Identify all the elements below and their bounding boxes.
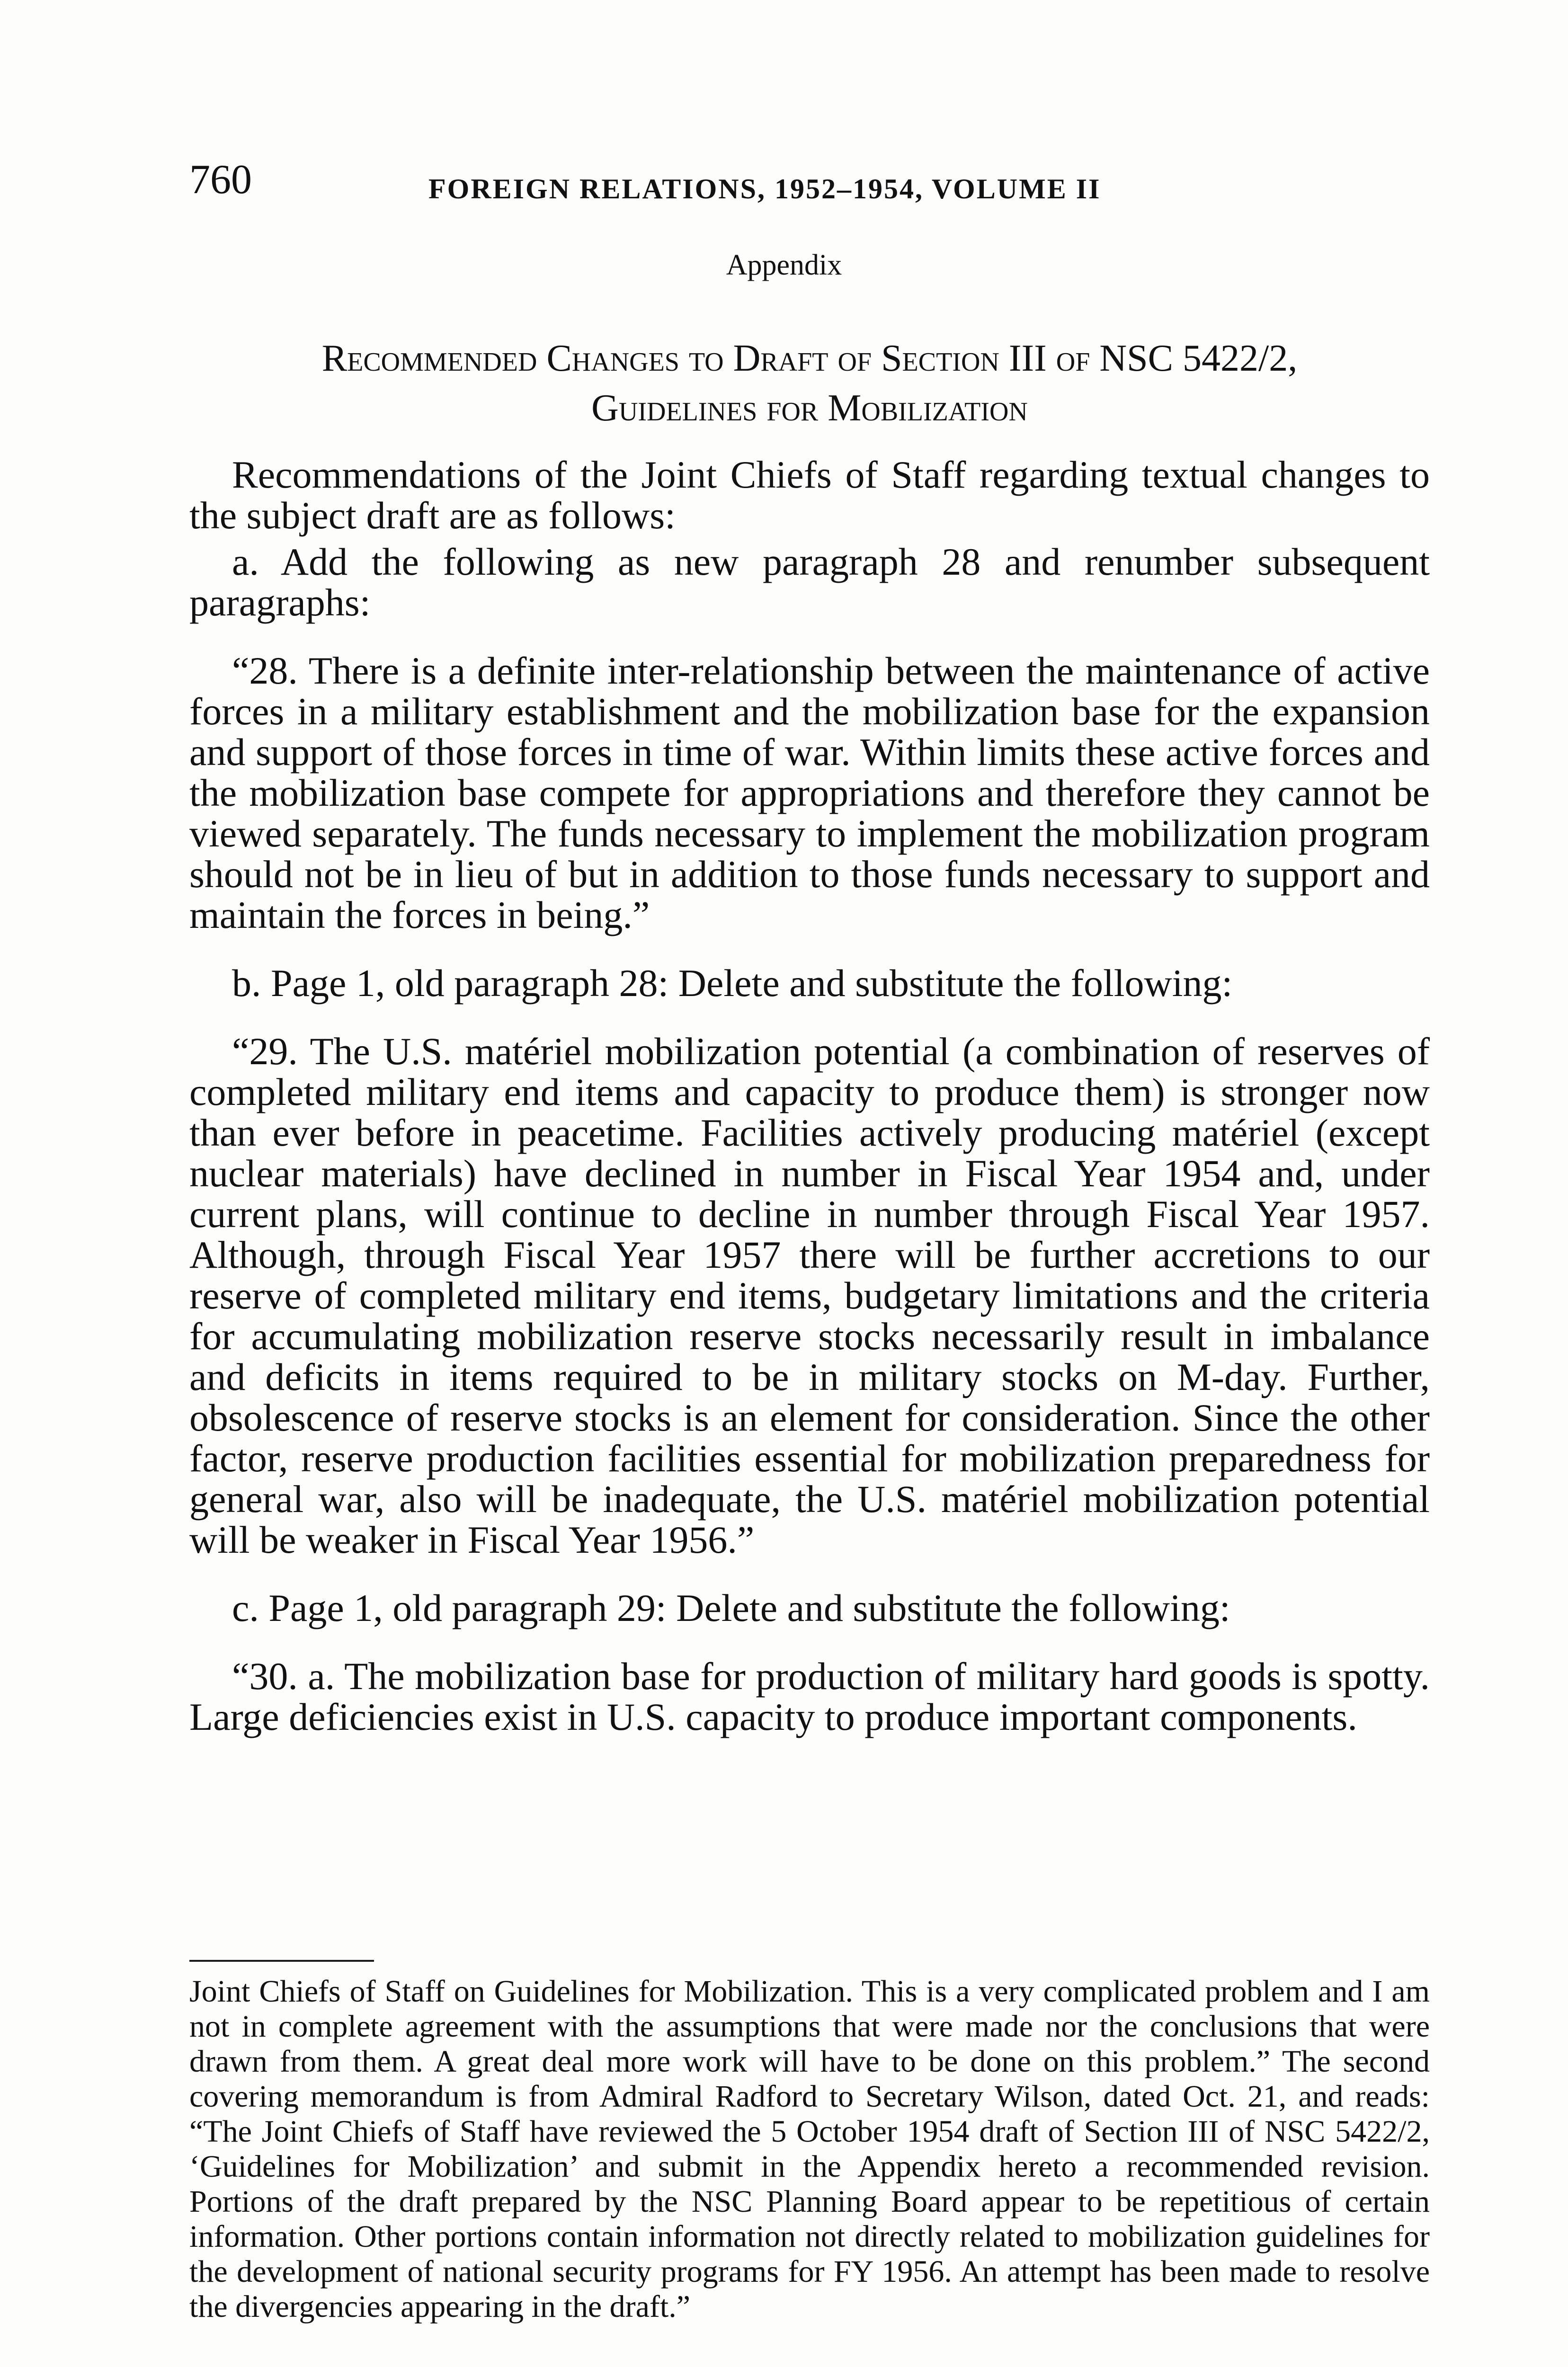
item-a-paragraph: a. Add the following as new paragraph 28 and renumber subsequent paragraphs: bbox=[189, 540, 1430, 624]
section-title-line-1: Recommended Changes to Draft of Section III of NSC 5422/2, bbox=[321, 338, 1298, 379]
main-body bbox=[189, 454, 1430, 1743]
quoted-paragraph-30: “30. a. The mobilization base for production of military hard goods is spotty. Large deficiencies exist in U.S. capacity to produce important components. bbox=[189, 1655, 1430, 1738]
running-header bbox=[189, 156, 1430, 213]
footnote-divider bbox=[189, 1960, 374, 1962]
item-b-paragraph: b. Page 1, old paragraph 28: Delete and substitute the following: bbox=[232, 961, 1233, 1005]
section-title bbox=[185, 334, 1434, 433]
volume-title: FOREIGN RELATIONS, 1952–1954, VOLUME II bbox=[428, 173, 1101, 205]
item-c-paragraph: c. Page 1, old paragraph 29: Delete and substitute the following: bbox=[232, 1586, 1230, 1629]
section-title-line-2: Guidelines for Mobilization bbox=[591, 387, 1028, 429]
page-number: 760 bbox=[189, 157, 252, 203]
appendix-label: Appendix bbox=[726, 249, 842, 281]
quoted-paragraph-28: “28. There is a definite inter-relationship between the maintenance of active forces in a military establishment and the mobilization base for the expansion and support of those forces in time of war. Within limits these active forces and the mobilization base compete for appropriations and therefore they cannot be viewed separately. The funds necessary to implement the mobilization program should not be in lieu of but in addition to those funds necessary to support and maintain the forces in being.” bbox=[189, 649, 1430, 936]
footnote bbox=[189, 1974, 1430, 2324]
intro-paragraph: Recommendations of the Joint Chiefs of Staff regarding textual changes to the subject draft are as follows: bbox=[189, 453, 1430, 537]
quoted-paragraph-29: “29. The U.S. matériel mobilization potential (a combination of reserves of completed military end items and capacity to produce them) is stronger now than ever before in peacetime. Facilities actively producing matériel (except nuclear materials) have declined in number in Fiscal Year 1954 and, under current plans, will continue to decline in number through Fiscal Year 1957. Although, through Fiscal Year 1957 there will be further accretions to our reserve of completed military end items, budgetary limitations and the criteria for accumulating mobilization reserve stocks necessarily result in imbalance and deficits in items required to be in military stocks on M-day. Further, obsolescence of reserve stocks is an element for consideration. Since the other factor, reserve production facilities essential for mobilization preparedness for general war, also will be inadequate, the U.S. matériel mobilization potential will be weaker in Fiscal Year 1956.” bbox=[189, 1030, 1430, 1561]
footnote-text: Joint Chiefs of Staff on Guidelines for Mobilization. This is a very complicated problem and I am not in complete agreement with the assumptions that were made nor the conclusions that were drawn from them. A great deal more work will have to be done on this problem.” The second covering memorandum is from Admiral Radford to Secretary Wilson, dated Oct. 21, and reads: “The Joint Chiefs of Staff have reviewed the 5 October 1954 draft of Section III of NSC 5422/2, ‘Guidelines for Mobilization’ and submit in the Appendix hereto a recommended revision. Portions of the draft prepared by the NSC Planning Board appear to be repetitious of certain information. Other portions contain information not directly related to mobilization guidelines for the development of national security programs for FY 1956. An attempt has been made to resolve the divergencies appearing in the draft.” bbox=[189, 1974, 1430, 2324]
